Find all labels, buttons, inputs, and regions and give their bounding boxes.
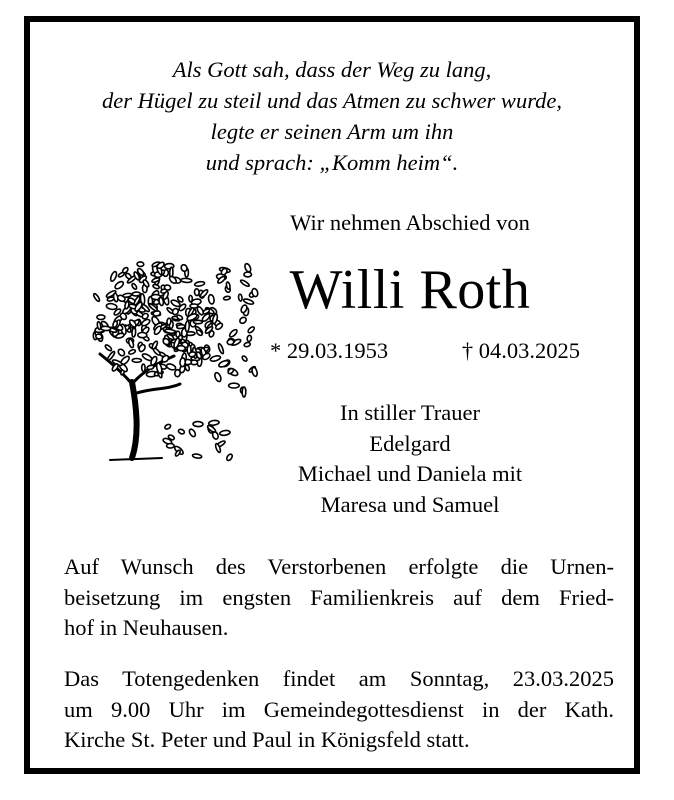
poem-line: legte er seinen Arm um ihn: [210, 119, 454, 144]
wind-blown-tree-icon: [70, 244, 260, 474]
farewell-intro: Wir nehmen Abschied von: [290, 210, 530, 235]
poem-line: der Hügel zu steil und das Atmen zu schwer wurde,: [102, 88, 562, 113]
burial-notice-line: Auf Wunsch des Verstorbenen erfolgte die Urnen-: [64, 554, 614, 579]
life-dates: [270, 336, 580, 366]
death-date: † 04.03.2025: [461, 338, 580, 363]
birth-date: * 29.03.1953: [270, 338, 389, 363]
poem-line: und sprach: „Komm heim“.: [205, 150, 459, 175]
memorial-service-notice: [64, 664, 614, 756]
mourners-line: In stiller Trauer: [340, 400, 480, 425]
memorial-notice-line: um 9.00 Uhr im Gemeindegottesdienst in der Kath.: [64, 696, 614, 722]
burial-notice-line: beisetzung im engsten Familienkreis auf dem Fried-: [64, 584, 614, 610]
obituary-frame: [24, 16, 640, 774]
deceased-name: Willi Roth: [289, 259, 531, 321]
memorial-notice-line: Das Totengedenken findet am Sonntag, 23.03.2025: [64, 666, 614, 691]
poem-line: Als Gott sah, dass der Weg zu lang,: [172, 57, 492, 82]
memorial-notice-line: Kirche St. Peter und Paul in Königsfeld statt.: [64, 727, 470, 752]
mourners-block: [260, 398, 560, 520]
mourners-line: Michael und Daniela mit: [297, 461, 523, 486]
mourners-line: Maresa und Samuel: [320, 491, 500, 517]
mourners-line: Edelgard: [369, 430, 451, 456]
memorial-poem: [30, 54, 634, 178]
burial-notice-line: hof in Neuhausen.: [64, 615, 229, 640]
burial-notice: [64, 552, 614, 644]
